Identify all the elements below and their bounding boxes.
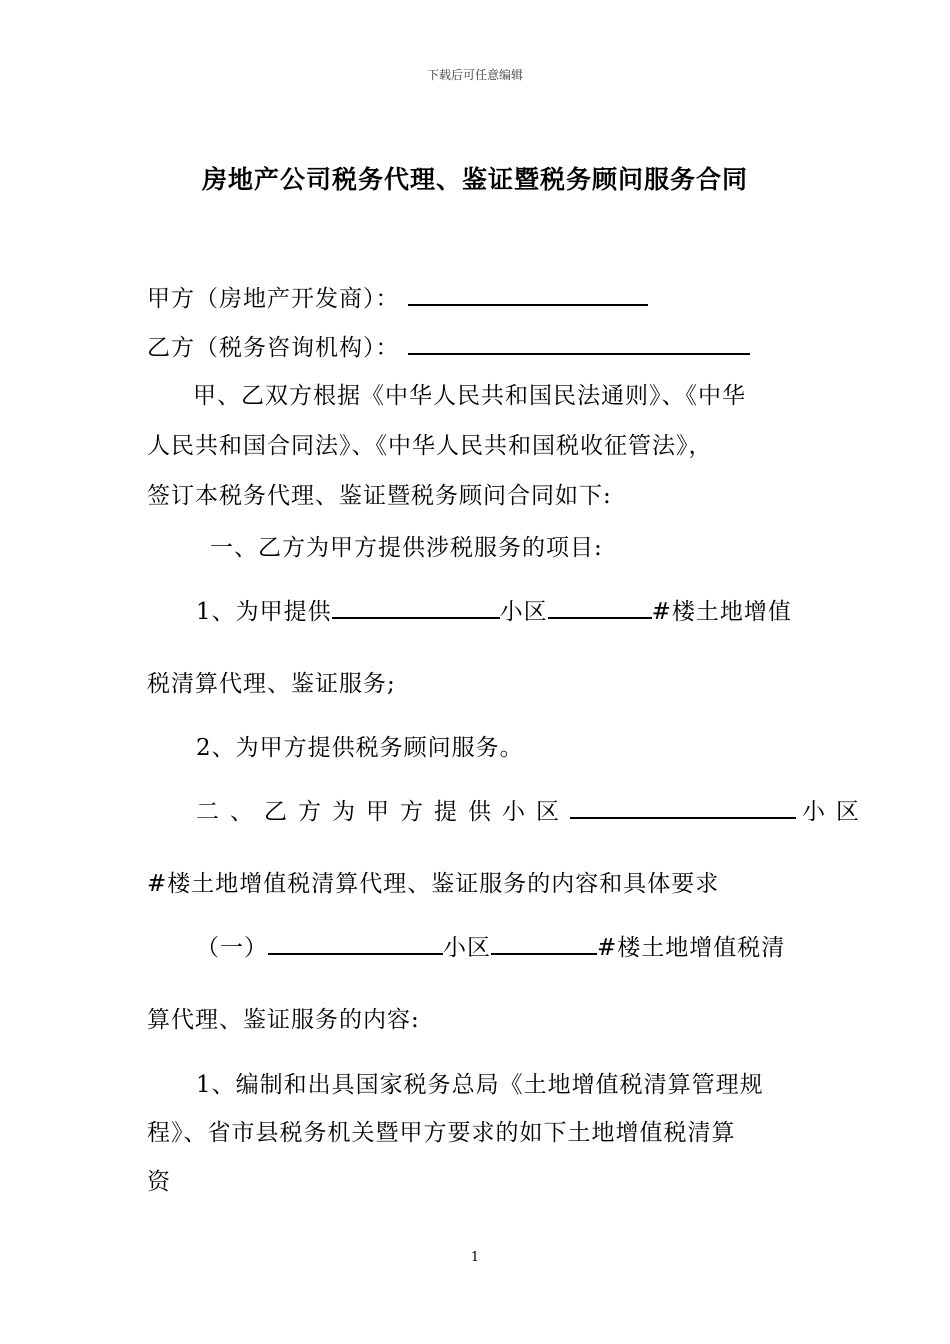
sub1-prefix: （一）	[196, 935, 268, 961]
party-a-blank	[408, 284, 648, 306]
section2-blank	[570, 797, 796, 819]
header-note: 下载后可任意编辑	[426, 68, 523, 82]
item1-prefix: 1、为甲提供	[196, 599, 332, 625]
section2-suffix: 小区	[802, 799, 870, 825]
section1-heading: 一、乙方为甲方提供涉税服务的项目:	[210, 535, 603, 561]
item1-cont: 税清算代理、鉴证服务;	[147, 671, 396, 697]
sub1-blank-1	[268, 933, 443, 955]
sub1-blank-2	[491, 933, 597, 955]
party-a-label: 甲方（房地产开发商）：	[147, 286, 400, 312]
section2-prefix: 二、乙方为甲方提供小区	[196, 799, 570, 825]
item2: 2、为甲方提供税务顾问服务。	[196, 735, 524, 761]
party-a-line	[147, 280, 648, 313]
item1-suffix: #楼土地增值	[651, 599, 792, 625]
sub1-cont: 算代理、鉴证服务的内容:	[147, 1007, 420, 1033]
party-b-line	[147, 329, 750, 362]
intro-line-1: 甲、乙双方根据《中华人民共和国民法通则》、《中华	[193, 383, 746, 409]
section2-cont: #楼土地增值税清算代理、鉴证服务的内容和具体要求	[147, 871, 720, 897]
sub1-mid: 小区	[443, 935, 491, 961]
para1-line-2: 程》、省市县税务机关暨甲方要求的如下土地增值税清算	[147, 1120, 736, 1146]
sub1-suffix: #楼土地增值税清	[597, 935, 786, 961]
party-b-blank	[408, 333, 750, 355]
item1-blank-2	[548, 597, 652, 619]
intro-line-2: 人民共和国合同法》、《中华人民共和国税收征管法》，	[147, 433, 713, 459]
para1-line-1: 1、编制和出具国家税务总局《土地增值税清算管理规	[196, 1072, 764, 1098]
item1-blank-1	[332, 597, 500, 619]
item1-mid: 小区	[499, 599, 548, 625]
party-b-label: 乙方（税务咨询机构）：	[147, 335, 400, 361]
page-number: 1	[470, 1250, 480, 1265]
page-title: 房地产公司税务代理、鉴证暨税务顾问服务合同	[201, 165, 748, 194]
section2-line	[196, 793, 870, 826]
item1-line	[196, 593, 792, 626]
para1-line-3: 资	[147, 1169, 171, 1195]
intro-line-3: 签订本税务代理、鉴证暨税务顾问合同如下:	[147, 483, 612, 509]
sub1-line	[196, 929, 785, 962]
